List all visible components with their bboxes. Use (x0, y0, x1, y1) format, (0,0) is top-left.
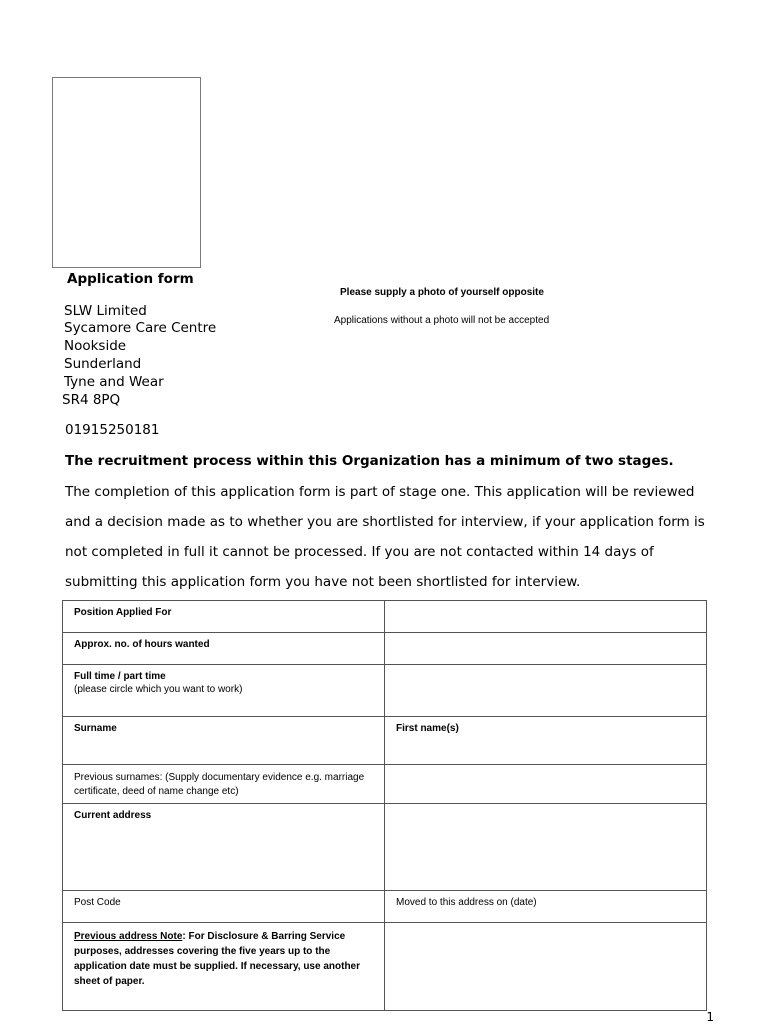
hours-field[interactable] (385, 633, 707, 665)
intro-text-line: not completed in full it cannot be processed. If you are not contacted within 14 days of (65, 544, 654, 560)
fulltime-label-cell (63, 665, 385, 717)
photo-box[interactable] (52, 77, 201, 268)
intro-heading: The recruitment process within this Organization has a minimum of two stages. (65, 453, 674, 469)
position-field[interactable] (385, 601, 707, 633)
company-name: SLW Limited (64, 303, 147, 319)
address-line: Sunderland (64, 356, 142, 372)
form-title: Application form (67, 271, 194, 287)
table-row (63, 633, 707, 665)
address-line: Sycamore Care Centre (64, 320, 217, 336)
table-row (63, 891, 707, 923)
fulltime-field[interactable] (385, 665, 707, 717)
surname-label[interactable]: Surname (63, 717, 385, 765)
previous-address-cell (63, 923, 385, 1011)
photo-warning: Applications without a photo will not be accepted (334, 315, 550, 326)
previous-address-label: Previous address Note (74, 931, 183, 942)
table-row (63, 923, 707, 1011)
photo-instruction: Please supply a photo of yourself opposite (340, 287, 544, 298)
previous-address-field[interactable] (385, 923, 707, 1011)
address-line: Nookside (64, 338, 127, 354)
phone-number: 01915250181 (65, 422, 160, 438)
first-names-label[interactable]: First name(s) (385, 717, 707, 765)
previous-address-note: : For Disclosure & Barring Service purposes, addresses covering the five years up to the application date must be supplied. If necessary, use another sheet of paper. (74, 931, 361, 987)
table-row (63, 804, 707, 891)
intro-text-line: and a decision made as to whether you are shortlisted for interview, if your application form is (65, 514, 705, 530)
current-address-label[interactable]: Current address (63, 804, 385, 891)
page-number: 1 (706, 1010, 714, 1024)
table-row (63, 601, 707, 633)
address-line: Tyne and Wear (64, 374, 164, 390)
current-address-field[interactable] (385, 804, 707, 891)
post-code-label[interactable]: Post Code (63, 891, 385, 923)
intro-text-line: submitting this application form you have not been shortlisted for interview. (65, 574, 581, 590)
address-postcode: SR4 8PQ (62, 392, 121, 408)
table-row (63, 665, 707, 717)
table-row (63, 717, 707, 765)
table-row (63, 765, 707, 804)
application-table (62, 600, 707, 1011)
position-label: Position Applied For (63, 601, 385, 633)
previous-surnames-field[interactable] (385, 765, 707, 804)
hours-label: Approx. no. of hours wanted (63, 633, 385, 665)
previous-surnames-label: Previous surnames: (Supply documentary evidence e.g. marriage certificate, deed of name change etc) (63, 765, 385, 804)
fulltime-note: (please circle which you want to work) (74, 684, 243, 695)
intro-text-line: The completion of this application form is part of stage one. This application will be reviewed (65, 484, 695, 500)
moved-date-label[interactable]: Moved to this address on (date) (385, 891, 707, 923)
fulltime-label: Full time / part time (74, 671, 166, 682)
